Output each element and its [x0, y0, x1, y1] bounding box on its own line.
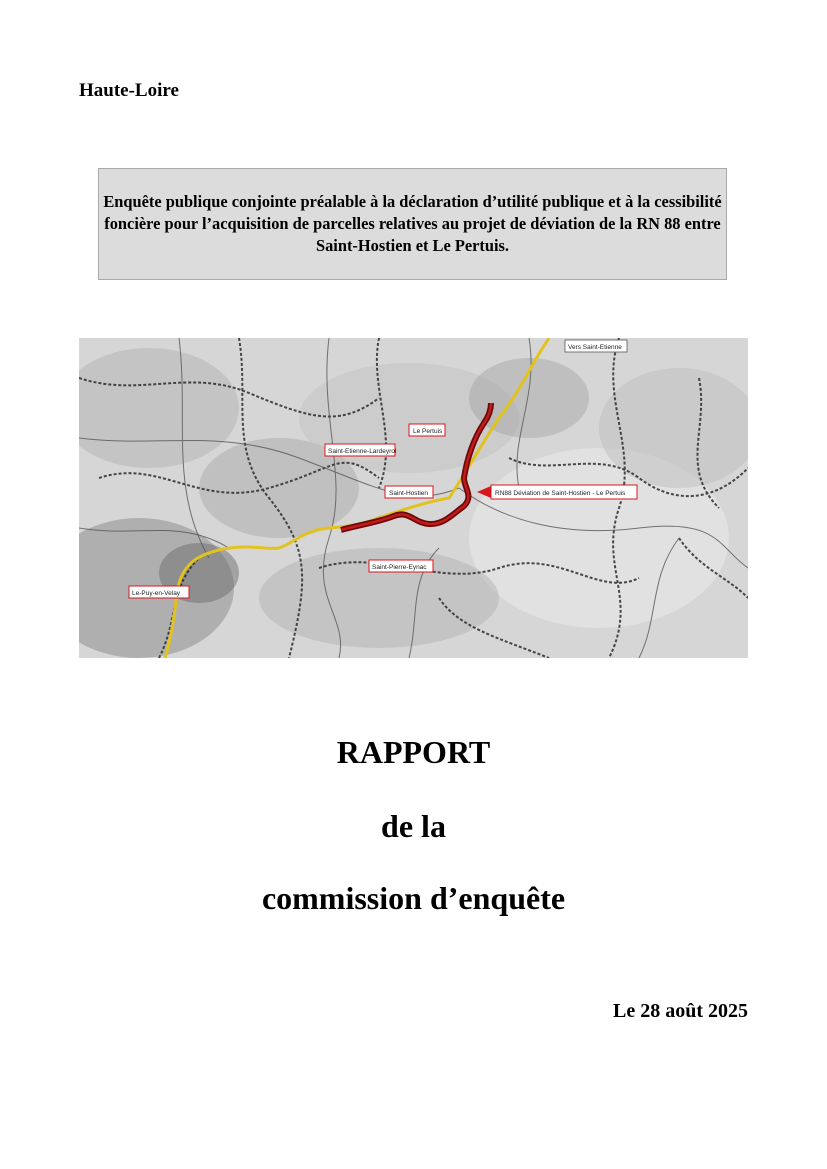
label-le-puy-en-velay: [129, 586, 189, 598]
svg-text:Saint-Pierre-Eynac: Saint-Pierre-Eynac: [372, 564, 427, 571]
label-vers-saint-etienne: [565, 340, 627, 352]
svg-text:Vers Saint-Etienne: Vers Saint-Etienne: [568, 344, 622, 351]
label-project-callout: [491, 485, 637, 499]
svg-text:Le-Puy-en-Velay: Le-Puy-en-Velay: [132, 590, 181, 597]
label-saint-etienne-lardeyrol: [325, 444, 397, 456]
label-saint-hostien: [385, 486, 433, 498]
report-date: Le 28 août 2025: [613, 1000, 748, 1022]
subject-text: Enquête publique conjointe préalable à la déclaration d’utilité publique et à la cessibilité foncière pour l’acquisition de parcelles relatives au projet de déviation de la RN 88 entre Saint-Hostien et Le Pertuis.: [103, 192, 722, 255]
label-saint-pierre-eynac: [369, 560, 433, 572]
svg-text:RN88 Déviation de Saint-Hostie: RN88 Déviation de Saint-Hostien - Le Pertuis: [495, 490, 626, 497]
svg-text:Le Pertuis: Le Pertuis: [413, 428, 443, 435]
report-title: RAPPORT: [336, 734, 491, 770]
route-map: [79, 338, 748, 658]
subject-box: [98, 168, 727, 280]
svg-text:Saint-Hostien: Saint-Hostien: [389, 490, 429, 497]
department-heading: Haute-Loire: [79, 80, 179, 101]
report-title-line3: commission d’enquête: [261, 880, 566, 916]
label-le-pertuis: [409, 424, 445, 436]
svg-text:Saint-Etienne-Lardeyrol: Saint-Etienne-Lardeyrol: [328, 448, 397, 455]
report-title-line2: de la: [381, 808, 446, 844]
